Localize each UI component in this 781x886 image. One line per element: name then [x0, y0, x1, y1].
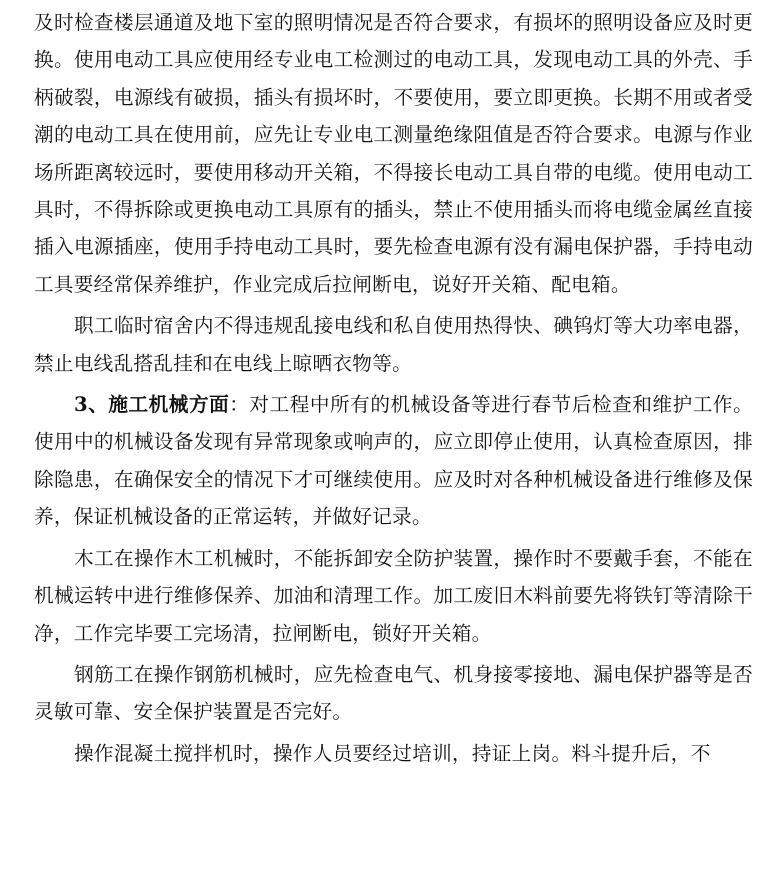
- paragraph-construction-machinery: [0, 386, 781, 536]
- paragraph-rebar-machinery: 钢筋工在操作钢筋机械时，应先检查电气、机身接零接地、漏电保护器等是否灵敏可靠、安全保护装置是否完好。: [34, 662, 753, 724]
- paragraph-carpentry-machinery: 木工在操作木工机械时，不能拆卸安全防护装置，操作时不要戴手套，不能在机械运转中进行维修保养、加油和清理工作。加工废旧木料前要先将铁钉等清除干净，工作完毕要工完场清，拉闸断电，锁好开关箱。: [34, 546, 753, 645]
- paragraph-electric-tools: 及时检查楼层通道及地下室的照明情况是否符合要求，有损坏的照明设备应及时更换。使用电动工具应使用经专业电工检测过的电动工具，发现电动工具的外壳、手柄破裂，电源线有破损，插头有损坏时，不要使用，要立即更换。长期不用或者受潮的电动工具在使用前，应先让专业电工测量绝缘阻值是否符合要求。电源与作业场所距离较远时，要使用移动开关箱，不得接长电动工具自带的电缆。使用电动工具时，不得拆除或更换电动工具原有的插头，禁止不使用插头而将电缆金属丝直接插入电源插座，使用手持电动工具时，要先检查电源有没有漏电保护器，手持电动工具要经常保养维护，作业完成后拉闸断电，说好开关箱、配电箱。: [34, 11, 753, 296]
- paragraph-dormitory-wiring: 职工临时宿舍内不得违规乱接电线和私自使用热得快、碘钨灯等大功率电器，禁止电线乱搭乱挂和在电线上晾晒衣物等。: [34, 314, 753, 375]
- paragraph-concrete-mixer: 操作混凝土搅拌机时，操作人员要经过培训，持证上岗。料斗提升后，不: [74, 741, 711, 765]
- section-heading: 3、施工机械方面: [74, 393, 230, 417]
- section-body: ：对工程中所有的机械设备等进行春节后检查和维护工作。使用中的机械设备发现有异常现象或响声的，应立即停止使用，认真检查原因，排除隐患，在确保安全的情况下才可继续使用。应及时对各种机械设备进行维修及保养，保证机械设备的正常运转，并做好记录。: [34, 393, 753, 529]
